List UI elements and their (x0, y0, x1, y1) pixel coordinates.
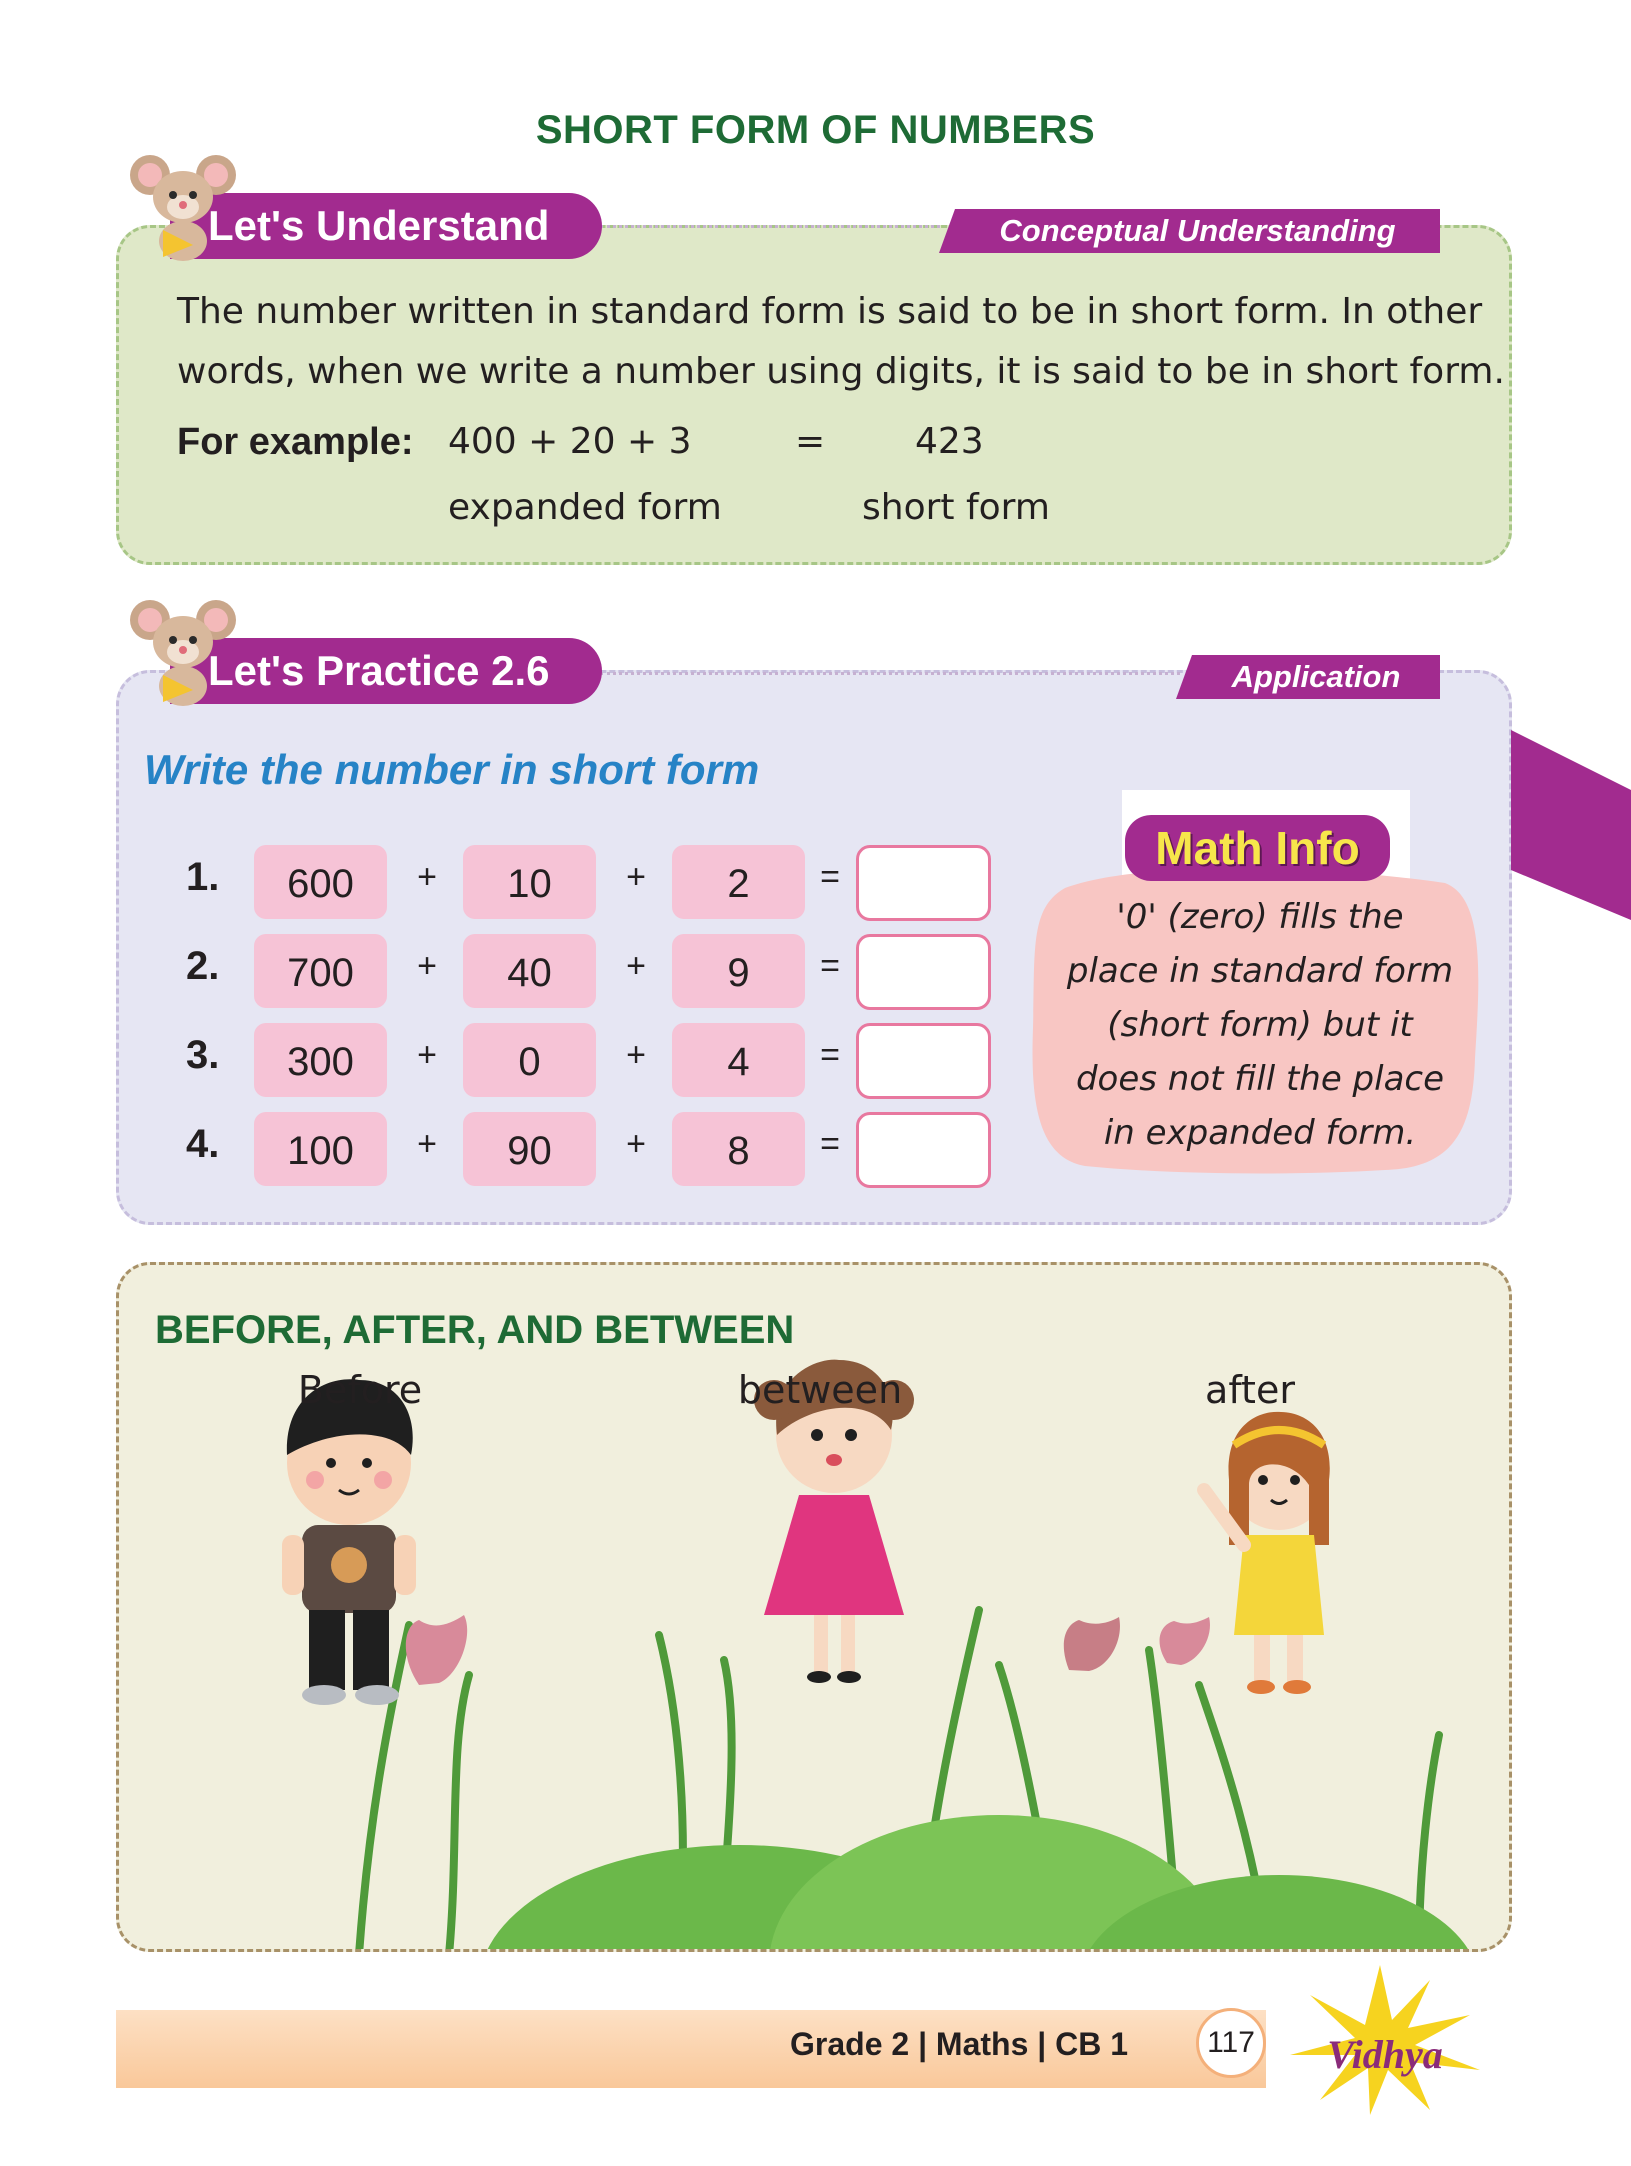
understand-label: Let's Understand (170, 193, 602, 259)
math-info-line: place in standard form (1066, 951, 1454, 991)
between-label: between (737, 1368, 903, 1412)
addend-hundreds: 600 (254, 845, 387, 919)
math-info-line: in expanded form. (1103, 1113, 1417, 1153)
practice-instruction: Write the number in short form (144, 746, 760, 793)
vidhya-logo (1270, 1960, 1510, 2120)
plus-sign: + (626, 947, 646, 985)
before-label: Before (297, 1368, 423, 1412)
mouse-mascot-icon (128, 590, 238, 710)
math-info-title: Math Info (1125, 815, 1390, 881)
expanded-form-caption: expanded form (448, 487, 722, 528)
plus-sign: + (417, 858, 437, 896)
plus-sign: + (417, 1036, 437, 1074)
addend-hundreds: 700 (254, 934, 387, 1008)
addend-ones: 2 (672, 845, 805, 919)
plus-sign: + (626, 1036, 646, 1074)
divider (600, 225, 940, 228)
page-title: SHORT FORM OF NUMBERS (535, 108, 1096, 152)
conceptual-understanding-tag: Conceptual Understanding (955, 209, 1440, 253)
mouse-mascot-icon (128, 145, 238, 265)
equals-sign: = (820, 1036, 840, 1074)
math-info-text (1040, 890, 1480, 1160)
answer-box[interactable] (856, 1023, 991, 1099)
addend-ones: 9 (672, 934, 805, 1008)
after-label: after (1205, 1368, 1295, 1412)
example-expression: 400 + 20 + 3 (448, 421, 692, 462)
addend-tens: 0 (463, 1023, 596, 1097)
understand-line-2: words, when we write a number using digits, it is said to be in short form. (177, 351, 1505, 392)
short-form-caption: short form (862, 487, 1050, 528)
example-label: For example: (177, 421, 414, 463)
row-number: 2. (186, 944, 220, 988)
answer-box[interactable] (856, 845, 991, 921)
application-tag: Application (1192, 655, 1440, 699)
math-info-line: '0' (zero) fills the (1116, 897, 1404, 937)
answer-box[interactable] (856, 1112, 991, 1188)
page-number: 117 (1196, 2008, 1266, 2078)
addend-ones: 4 (672, 1023, 805, 1097)
row-number: 3. (186, 1033, 220, 1077)
example-result: 423 (915, 421, 984, 462)
plus-sign: + (626, 858, 646, 896)
equals-sign: = (820, 858, 840, 896)
footer-text: Grade 2 | Maths | CB 1 (790, 2026, 1128, 2062)
before-after-between-title: BEFORE, AFTER, AND BETWEEN (155, 1308, 795, 1352)
divider (600, 672, 1180, 675)
side-tab-decoration (1511, 730, 1631, 920)
addend-tens: 10 (463, 845, 596, 919)
addend-ones: 8 (672, 1112, 805, 1186)
plus-sign: + (417, 947, 437, 985)
understand-line-1: The number written in standard form is said to be in short form. In other (177, 291, 1483, 332)
row-number: 4. (186, 1122, 220, 1166)
equals-sign: = (820, 947, 840, 985)
before-after-between-box (116, 1262, 1512, 1952)
plus-sign: + (626, 1125, 646, 1163)
logo-text: Vidhya (1327, 2032, 1443, 2077)
example-equals: = (795, 421, 826, 462)
plus-sign: + (417, 1125, 437, 1163)
row-number: 1. (186, 855, 220, 899)
equals-sign: = (820, 1125, 840, 1163)
math-info-line: does not fill the place (1075, 1059, 1445, 1099)
addend-hundreds: 100 (254, 1112, 387, 1186)
addend-tens: 90 (463, 1112, 596, 1186)
answer-box[interactable] (856, 934, 991, 1010)
addend-tens: 40 (463, 934, 596, 1008)
math-info-line: (short form) but it (1107, 1005, 1413, 1045)
practice-label: Let's Practice 2.6 (170, 638, 602, 704)
addend-hundreds: 300 (254, 1023, 387, 1097)
